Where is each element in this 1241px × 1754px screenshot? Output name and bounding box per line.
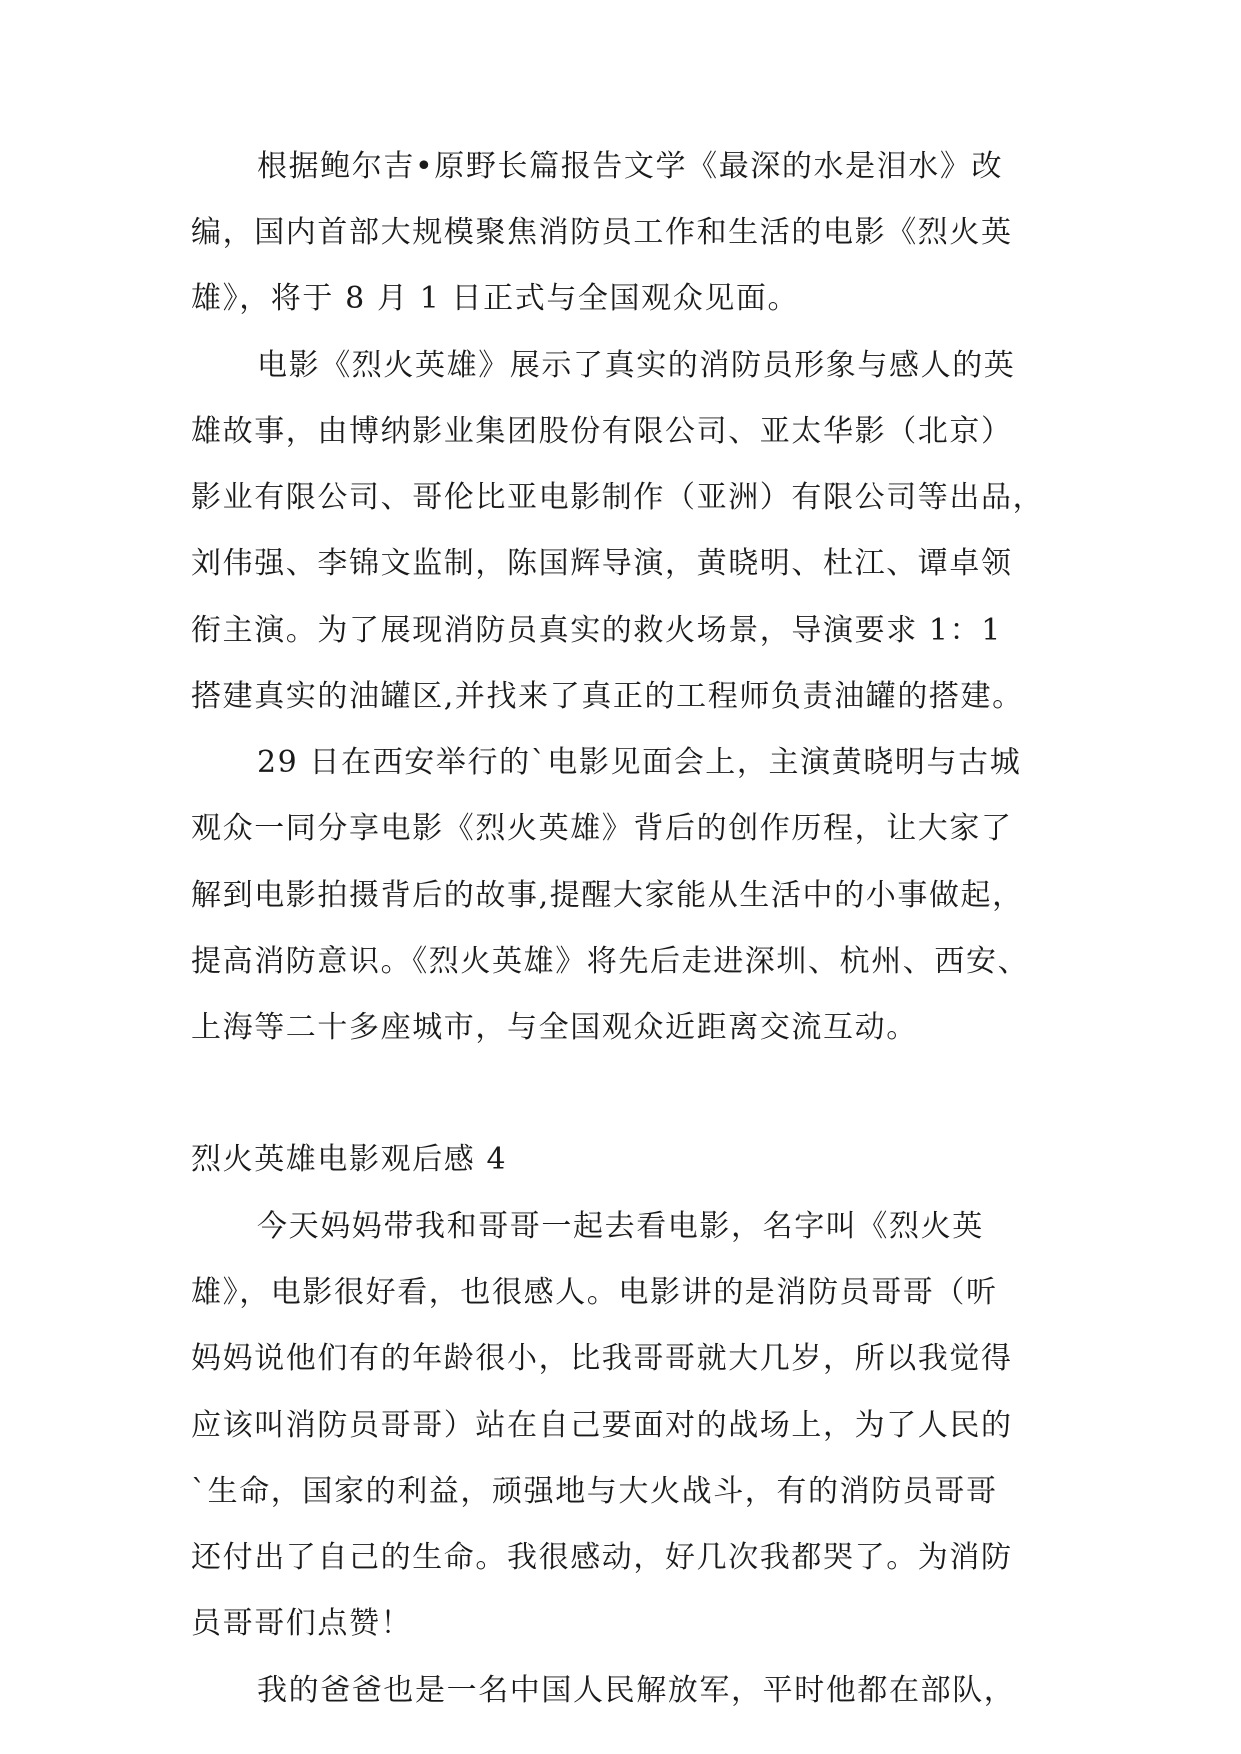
paragraph-line: 解到电影拍摄背后的故事,提醒大家能从生活中的小事做起， [191,878,1024,913]
paragraph-line: 雄故事，由博纳影业集团股份有限公司、亚太华影（北京） [191,414,1013,449]
paragraph-line: 影业有限公司、哥伦比亚电影制作（亚洲）有限公司等出品， [191,480,1045,515]
paragraph-line: 还付出了自己的生命。我很感动，好几次我都哭了。为消防 [191,1540,1013,1575]
paragraph-line: 衔主演。为了展现消防员真实的救火场景，导演要求 1：1 [191,613,1002,648]
paragraph-line: 观众一同分享电影《烈火英雄》背后的创作历程，让大家了 [191,811,1013,846]
section-title: 烈火英雄电影观后感 4 [191,1142,508,1177]
paragraph-line: 提高消防意识。《烈火英雄》将先后走进深圳、杭州、西安、 [191,944,1030,979]
paragraph-line: 妈妈说他们有的年龄很小，比我哥哥就大几岁，所以我觉得 [191,1341,1013,1376]
paragraph-line: 刘伟强、李锦文监制，陈国辉导演，黄晓明、杜江、谭卓领 [191,546,1013,581]
paragraph-line: `生命，国家的利益，顽强地与大火战斗，有的消防员哥哥 [191,1474,998,1509]
paragraph-line: 今天妈妈带我和哥哥一起去看电影，名字叫《烈火英 [257,1209,984,1244]
paragraph-line: 电影《烈火英雄》展示了真实的消防员形象与感人的英 [257,348,1016,383]
paragraph-line: 我的爸爸也是一名中国人民解放军，平时他都在部队， [257,1673,1016,1708]
paragraph-line: 根据鲍尔吉•原野长篇报告文学《最深的水是泪水》改 [257,149,1004,184]
paragraph-line: 雄》，将于 8 月 1 日正式与全国观众见面。 [191,281,800,316]
paragraph-line: 员哥哥们点赞！ [191,1606,413,1641]
paragraph-line: 搭建真实的油罐区,并找来了真正的工程师负责油罐的搭建。 [191,679,1024,714]
paragraph-line: 29 日在西安举行的`电影见面会上，主演黄晓明与古城 [257,745,1022,780]
paragraph-line: 应该叫消防员哥哥）站在自己要面对的战场上，为了人民的 [191,1408,1013,1443]
paragraph-line: 编，国内首部大规模聚焦消防员工作和生活的电影《烈火英 [191,215,1013,250]
paragraph-line: 雄》，电影很好看，也很感人。电影讲的是消防员哥哥（听 [191,1275,998,1310]
paragraph-line: 上海等二十多座城市，与全国观众近距离交流互动。 [191,1010,918,1045]
